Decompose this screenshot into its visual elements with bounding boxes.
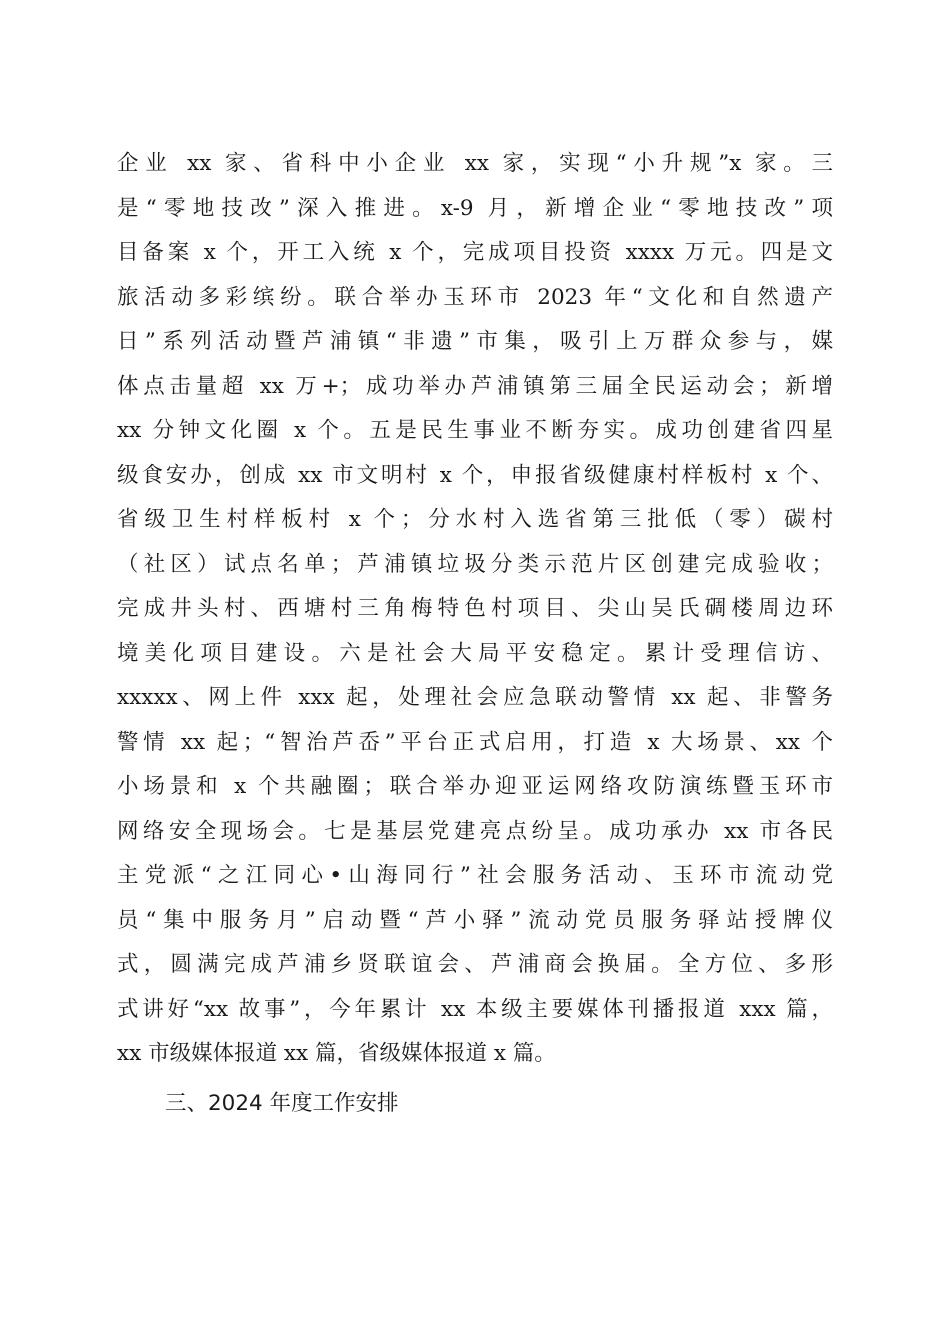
paragraph-line-18: 员“集中服务月”启动暨“芦小驿”流动党员服务驿站授牌仪 [117,907,833,933]
paragraph-line-5: 日”系列活动暨芦浦镇“非遗”市集，吸引上万群众参与，媒 [117,329,833,354]
body-paragraph [117,142,833,1077]
paragraph-line-3: 目备案 x 个，开工入统 x 个，完成项目投资 xxxx 万元。四是文 [117,240,833,265]
paragraph-line-14: 警情 xx 起；“智治芦岙”平台正式启用，打造 x 大场景、xx 个 [117,729,833,755]
paragraph-line-2: 是“零地技改”深入推进。x-9 月，新增企业“零地技改”项 [117,195,833,221]
paragraph-line-11: 完成井头村、西塘村三角梅特色村项目、尖山吴氏碉楼周边环 [117,596,833,621]
paragraph-line-8: 级食安办，创成 xx 市文明村 x 个，申报省级健康村样板村 x 个、 [117,462,833,488]
paragraph-line-17: 主党派“之江同心•山海同行”社会服务活动、玉环市流动党 [117,863,833,888]
paragraph-line-7: xx 分钟文化圈 x 个。五是民生事业不断夯实。成功创建省四星 [117,418,833,443]
paragraph-line-6: 体点击量超 xx 万+；成功举办芦浦镇第三届全民运动会；新增 [117,373,833,399]
paragraph-line-9: 省级卫生村样板村 x 个；分水村入选省第三批低（零）碳村 [117,507,833,532]
paragraph-line-20: 式讲好“xx 故事”，今年累计 xx 本级主要媒体刊播报道 xxx 篇， [117,996,833,1022]
paragraph-line-1: 企业 xx 家、省科中小企业 xx 家，实现“小升规”x 家。三 [117,151,833,176]
paragraph-line-19: 式，圆满完成芦浦乡贤联谊会、芦浦商会换届。全方位、多形 [117,952,833,977]
paragraph-line-12: 境美化项目建设。六是社会大局平安稳定。累计受理信访、 [117,640,833,666]
paragraph-line-10: （社区）试点名单；芦浦镇垃圾分类示范片区创建完成验收； [117,551,833,577]
paragraph-line-16: 网络安全现场会。七是基层党建亮点纷呈。成功承办 xx 市各民 [117,818,833,844]
paragraph-line-13: xxxxx、网上件 xxx 起，处理社会应急联动警情 xx 起、非警务 [117,685,833,710]
section-heading: 三、2024 年度工作安排 [165,1091,399,1116]
paragraph-line-15: 小场景和 x 个共融圈；联合举办迎亚运网络攻防演练暨玉环市 [117,774,833,799]
paragraph-line-4: 旅活动多彩缤纷。联合举办玉环市 2023 年“文化和自然遗产 [117,284,833,310]
paragraph-line-21: xx 市级媒体报道 xx 篇，省级媒体报道 x 篇。 [117,1041,556,1066]
